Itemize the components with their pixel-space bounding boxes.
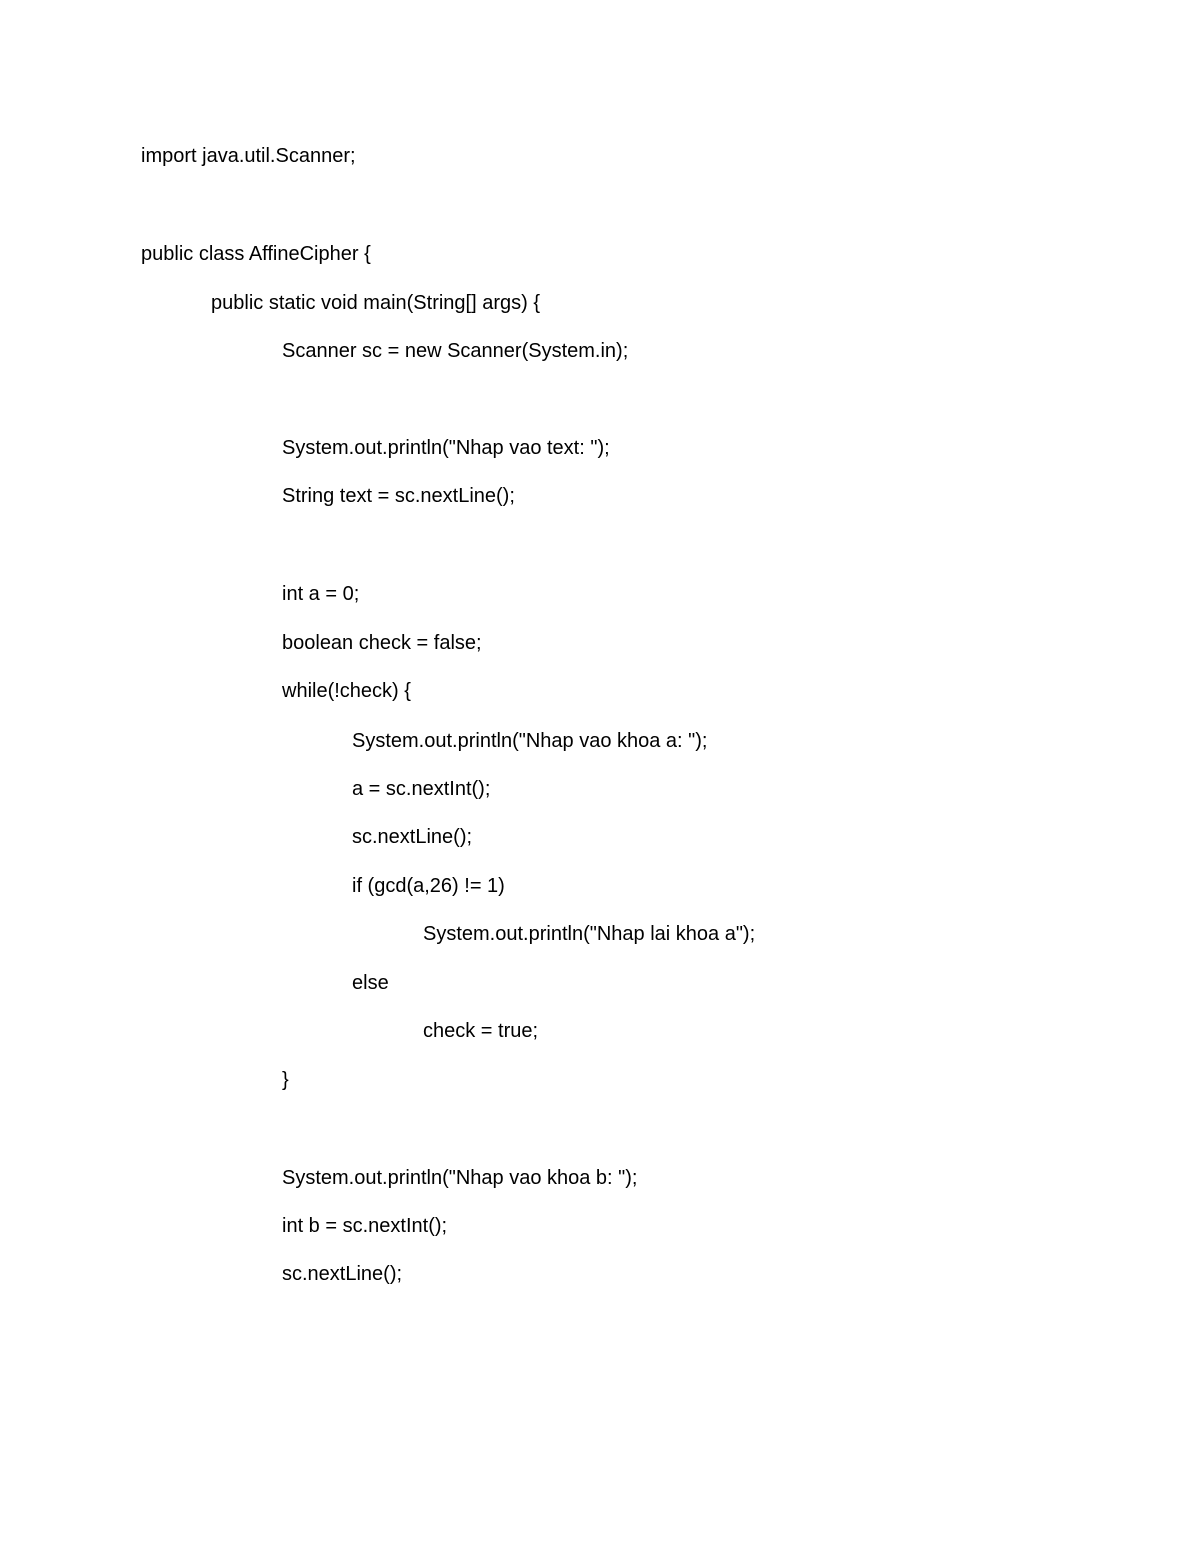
code-line-main-declaration: public static void main(String[] args) { (211, 292, 541, 314)
code-line-read-text: String text = sc.nextLine(); (282, 485, 515, 507)
code-line-else: else (352, 972, 389, 994)
code-line-check-true: check = true; (423, 1020, 539, 1042)
code-line-print-retry: System.out.println("Nhap lai khoa a"); (423, 923, 756, 945)
code-line-close-brace: } (282, 1069, 289, 1091)
code-line-print-key-a-prompt: System.out.println("Nhap vao khoa a: "); (352, 730, 708, 752)
code-line-while-loop: while(!check) { (282, 680, 411, 702)
code-line-read-a: a = sc.nextInt(); (352, 778, 491, 800)
code-line-boolean-check: boolean check = false; (282, 632, 482, 654)
code-line-read-b: int b = sc.nextInt(); (282, 1215, 448, 1237)
code-line-import: import java.util.Scanner; (141, 145, 356, 167)
code-line-print-key-b-prompt: System.out.println("Nhap vao khoa b: "); (282, 1167, 638, 1189)
code-line-class-declaration: public class AffineCipher { (141, 243, 371, 265)
code-line-scanner-init: Scanner sc = new Scanner(System.in); (282, 340, 629, 362)
code-line-print-text-prompt: System.out.println("Nhap vao text: "); (282, 437, 610, 459)
code-line-consume-newline: sc.nextLine(); (352, 826, 473, 848)
code-line-if-gcd: if (gcd(a,26) != 1) (352, 875, 505, 897)
code-line-consume-newline-b: sc.nextLine(); (282, 1263, 403, 1285)
code-line-int-a: int a = 0; (282, 583, 360, 605)
